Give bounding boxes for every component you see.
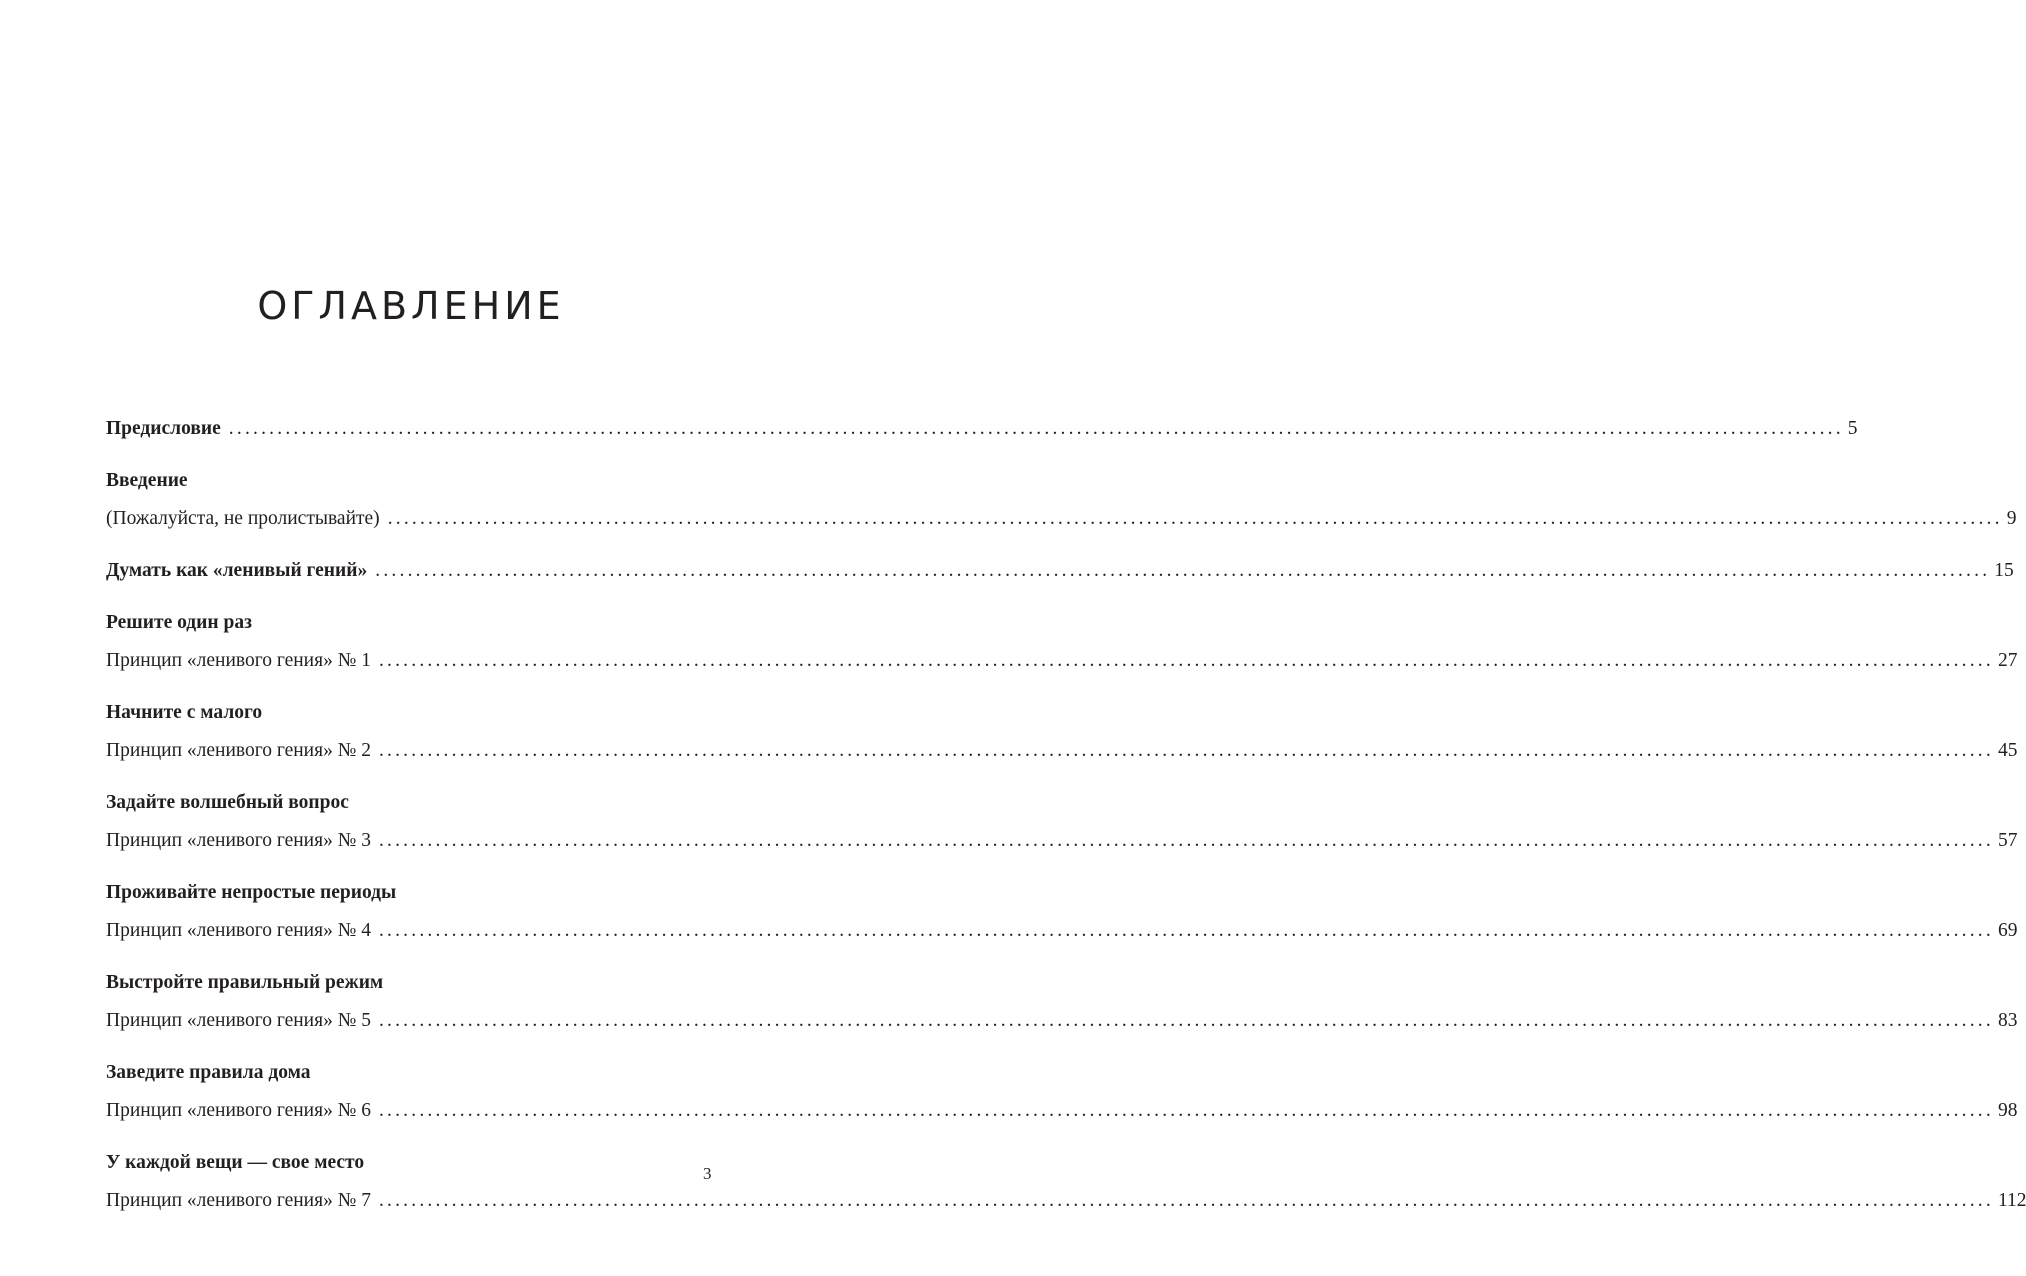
toc-entry-subtitle: Принцип «ленивого гения» № 5 — [106, 1010, 371, 1031]
dot-leader: ........................................................................................................................................................................................................ — [378, 920, 1994, 941]
dot-leader: ........................................................................................................................................................................................................ — [378, 1190, 1994, 1211]
toc-line — [106, 918, 2018, 944]
toc-entry — [106, 1060, 2018, 1124]
dot-leader: ........................................................................................................................................................................................................ — [378, 1010, 1994, 1031]
toc-entry-subtitle: Принцип «ленивого гения» № 2 — [106, 740, 371, 761]
toc-entry-title: Предисловие — [106, 418, 221, 439]
toc-entry-title: Думать как «ленивый гений» — [106, 560, 368, 581]
toc-entry — [106, 790, 2018, 854]
dot-leader: ........................................................................................................................................................................................................ — [378, 740, 1994, 761]
toc-page-number: 9 — [2006, 508, 2017, 529]
toc-entry-title: У каждой вещи — свое место — [106, 1152, 365, 1173]
dot-leader: ........................................................................................................................................................................................................ — [387, 508, 2003, 529]
dot-leader: ........................................................................................................................................................................................................ — [378, 1100, 1994, 1121]
toc-page-number: 83 — [1997, 1010, 2018, 1031]
toc-entry-title: Задайте волшебный вопрос — [106, 792, 349, 813]
toc-page-number: 15 — [1994, 560, 2014, 581]
toc-line — [106, 828, 2018, 854]
toc-line — [106, 416, 1858, 442]
toc-line — [106, 1008, 2018, 1034]
dot-leader: ........................................................................................................................................................................................................ — [378, 650, 1994, 671]
toc-line — [106, 506, 2017, 532]
page-title: ОГЛАВЛЕНИЕ — [257, 284, 565, 328]
toc-page-number: 112 — [1997, 1190, 2026, 1211]
toc-entry-title: Начните с малого — [106, 702, 263, 723]
toc-page-number: 45 — [1997, 740, 2018, 761]
toc-entry — [106, 416, 1858, 442]
toc-page-number: 5 — [1847, 418, 1858, 439]
toc-entry — [106, 610, 2018, 674]
toc-page-number: 98 — [1997, 1100, 2018, 1121]
toc-entry — [106, 558, 2014, 584]
dot-leader: ........................................................................................................................................................................................................ — [375, 560, 1991, 581]
toc-entry-title: Введение — [106, 470, 188, 491]
toc-line — [106, 738, 2018, 764]
toc-entry-title: Выстройте правильный режим — [106, 972, 384, 993]
toc-entry — [106, 880, 2018, 944]
toc-entry — [106, 970, 2018, 1034]
toc-entry-subtitle: Принцип «ленивого гения» № 7 — [106, 1190, 371, 1211]
table-of-contents — [106, 416, 2026, 1240]
toc-line — [106, 1188, 2026, 1214]
toc-page-number: 69 — [1997, 920, 2018, 941]
toc-entry-subtitle: Принцип «ленивого гения» № 3 — [106, 830, 371, 851]
toc-entry-title: Проживайте непростые периоды — [106, 882, 397, 903]
toc-entry — [106, 700, 2018, 764]
toc-entry — [106, 468, 2017, 532]
toc-entry-title: Решите один раз — [106, 612, 252, 633]
toc-line — [106, 558, 2014, 584]
toc-line — [106, 1098, 2018, 1124]
toc-line — [106, 648, 2018, 674]
toc-entry-subtitle: Принцип «ленивого гения» № 6 — [106, 1100, 371, 1121]
toc-entry-subtitle: Принцип «ленивого гения» № 1 — [106, 650, 371, 671]
toc-entry — [106, 1150, 2026, 1214]
page-number: 3 — [703, 1164, 712, 1183]
toc-entry-title: Заведите правила дома — [106, 1062, 311, 1083]
toc-entry-subtitle: (Пожалуйста, не пролистывайте) — [106, 508, 380, 529]
toc-entry-subtitle: Принцип «ленивого гения» № 4 — [106, 920, 371, 941]
dot-leader: ........................................................................................................................................................................................................ — [378, 830, 1994, 851]
dot-leader: ........................................................................................................................................................................................................ — [228, 418, 1844, 439]
toc-page-number: 57 — [1997, 830, 2018, 851]
toc-page-number: 27 — [1997, 650, 2018, 671]
